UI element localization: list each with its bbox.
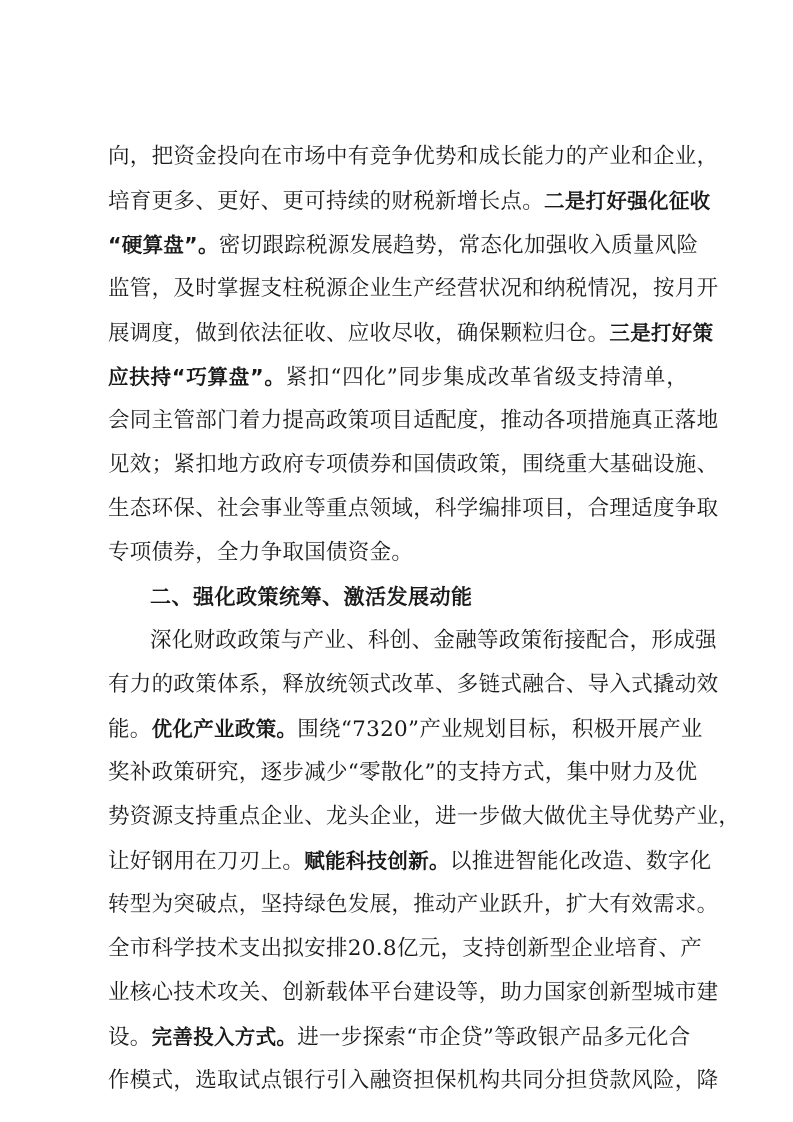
bold-phrase: 赋能科技创新。 [304, 849, 450, 873]
text-line [108, 492, 719, 526]
text-line [108, 1064, 719, 1098]
bold-phrase: 三是打好策 [609, 321, 714, 345]
text-line [108, 800, 741, 834]
text-run: 能。 [108, 717, 152, 742]
text-run: 奖补政策研究，逐步减少“零散化”的支持方式，集中财力及优 [108, 760, 698, 785]
text-line [108, 184, 711, 218]
text-line [108, 932, 703, 966]
text-line [108, 712, 703, 746]
text-run: 进一步探索“市企贷”等政银产品多元化合 [297, 1025, 691, 1050]
text-line [108, 404, 719, 438]
text-run: 专项债券，全力争取国债资金。 [108, 540, 414, 565]
text-run: 深化财政政策与产业、科创、金融等政策衔接配合，形成强 [150, 628, 717, 653]
text-run: 设。 [108, 1025, 152, 1050]
text-line [108, 1020, 691, 1054]
text-line [108, 140, 719, 174]
bold-phrase: 完善投入方式。 [151, 1025, 298, 1049]
text-run: 全市科学技术支出拟安排20.8亿元，支持创新型企业培育、产 [108, 936, 703, 961]
text-run: 作模式，选取试点银行引入融资担保机构共同分担贷款风险，降 [108, 1068, 719, 1093]
text-run: 展调度，做到依法征收、应收尽收，确保颗粒归仓。 [108, 321, 610, 346]
text-line [108, 228, 699, 262]
text-run: 围绕“7320”产业规划目标，积极开展产业 [297, 717, 703, 742]
text-line [108, 448, 719, 482]
text-line [108, 360, 688, 394]
text-run: 转型为突破点，坚持绿色发展，推动产业跃升，扩大有效需求。 [108, 892, 719, 917]
text-line [108, 756, 698, 790]
bold-phrase: 应扶持“巧算盘”。 [108, 365, 286, 389]
text-run: 有力的政策体系，释放统领式改革、多链式融合、导入式撬动效 [108, 672, 719, 697]
text-run: 以推进智能化改造、数字化 [449, 849, 712, 874]
bold-phrase: 优化产业政策。 [151, 717, 298, 741]
text-line [108, 888, 719, 922]
text-run: 势资源支持重点企业、龙头企业，进一步做大做优主导优势产业， [108, 804, 741, 829]
bold-phrase: 二是打好强化征收 [544, 189, 711, 213]
text-line [108, 316, 714, 350]
text-run: 见效；紧扣地方政府专项债券和国债政策，围绕重大基础设施、 [108, 452, 719, 477]
text-line [150, 624, 717, 658]
text-run: 生态环保、社会事业等重点领域，科学编排项目，合理适度争取 [108, 496, 719, 521]
text-run: 密切跟踪税源发展趋势，常态化加强收入质量风险 [218, 233, 699, 258]
text-run: 让好钢用在刀刃上。 [108, 849, 305, 874]
text-line [108, 844, 712, 878]
text-run: 监管，及时掌握支柱税源企业生产经营状况和纳税情况，按月开 [108, 276, 719, 301]
text-line [108, 272, 719, 306]
text-line [108, 536, 688, 570]
bold-phrase: “硬算盘”。 [108, 233, 219, 257]
text-line [108, 668, 719, 702]
text-run: 业核心技术攻关、创新载体平台建设等，助力国家创新型城市建 [108, 980, 719, 1005]
section-heading: 二、强化政策统筹、激活发展动能 [150, 585, 473, 609]
text-run: 紧扣“四化”同步集成改革省级支持清单， [285, 365, 688, 390]
text-run: 会同主管部门着力提高政策项目适配度，推动各项措施真正落地 [108, 408, 719, 433]
text-run: 培育更多、更好、更可持续的财税新增长点。 [108, 189, 545, 214]
text-run: 向，把资金投向在市场中有竞争优势和成长能力的产业和企业， [108, 144, 719, 169]
text-line [108, 976, 719, 1010]
